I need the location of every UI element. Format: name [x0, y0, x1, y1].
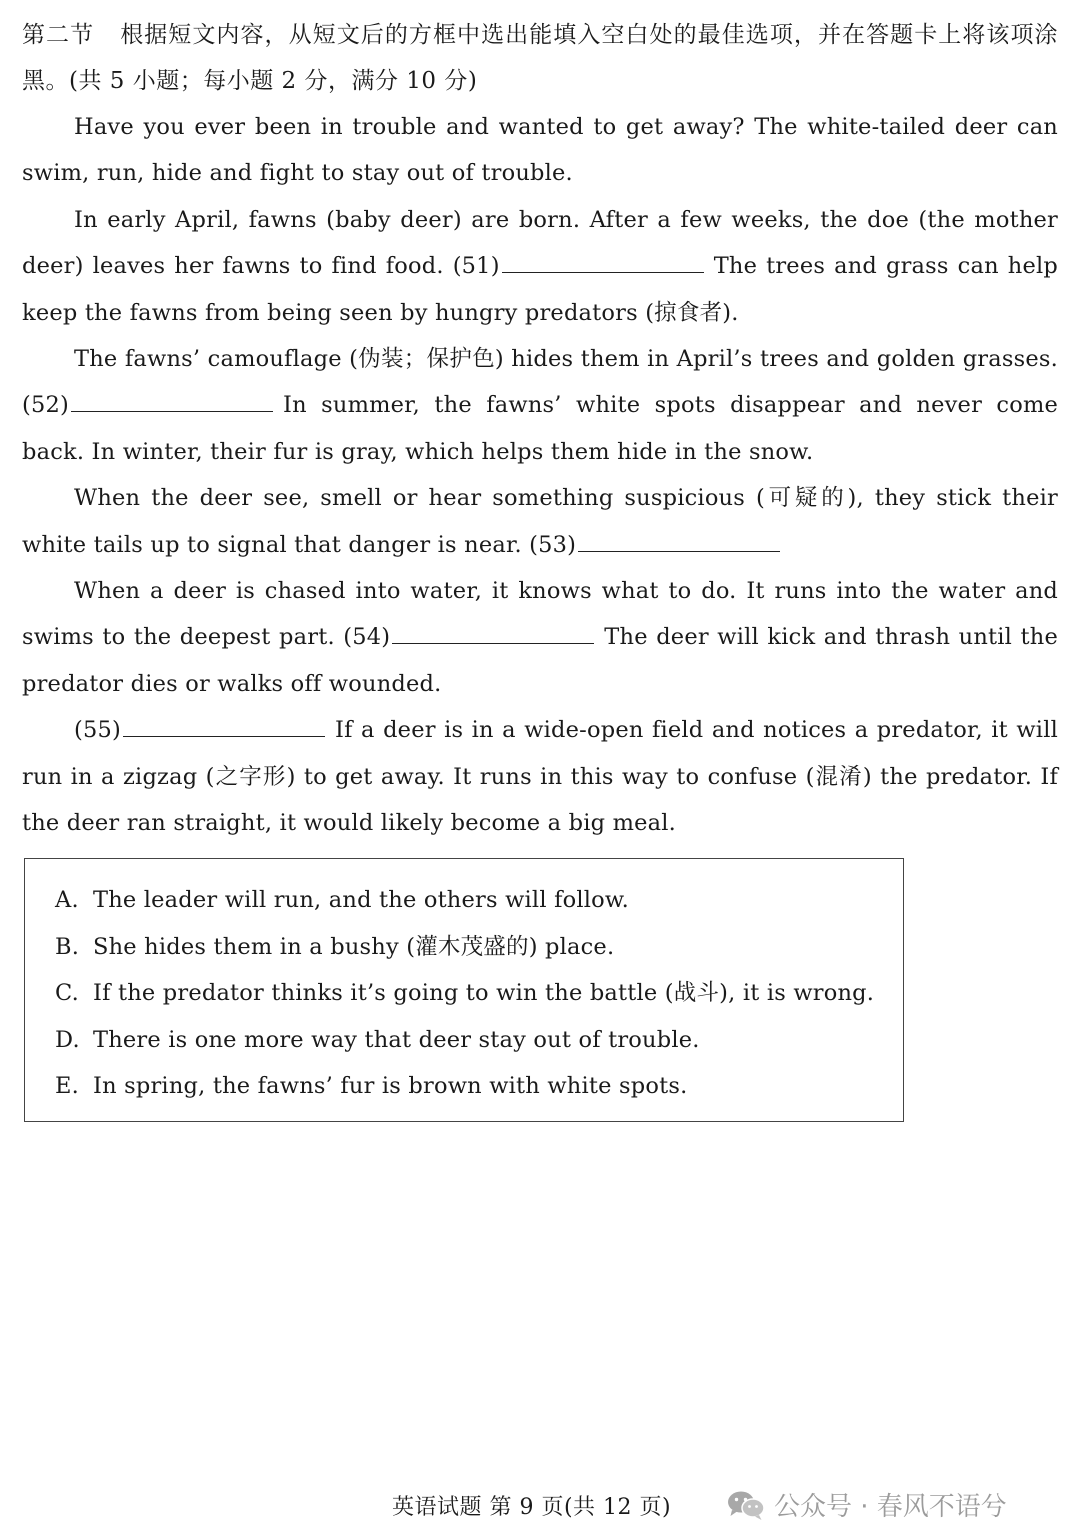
paragraph-text: In early April, fawns (baby deer) are born. After a few weeks, the doe (the mother deer) leaves her fawns to find food. (51) — [22, 206, 1058, 280]
option-letter: C. — [55, 980, 79, 1006]
passage-paragraph-4 — [22, 475, 1058, 568]
paragraph-text: The fawns’ camouflage (伪装；保护色) hides them in April’s trees and golden grasses. (52) — [22, 346, 1058, 419]
paragraph-text: In summer, the fawns’ white spots disappear and never come back. In winter, their fur is gray, which helps them hide in the snow. — [22, 392, 1058, 465]
option-letter: D. — [55, 1026, 80, 1053]
paragraph-text: If a deer is in a wide-open field and notices a predator, it will run in a zigzag (之字形) to get away. It runs in this way to confuse (混淆) the predator. If the deer ran straight, it would likely become a big meal. — [22, 717, 1058, 837]
wechat-icon — [726, 1489, 766, 1521]
paragraph-text: When a deer is chased into water, it knows what to do. It runs into the water and swims to the deepest part. (54) — [22, 578, 1058, 651]
watermark — [726, 1486, 1007, 1523]
passage-paragraph-3 — [22, 336, 1058, 475]
passage-paragraph-5 — [22, 568, 1058, 707]
option-letter: B. — [55, 933, 80, 960]
option-letter: E. — [55, 1073, 79, 1099]
option-a — [55, 877, 903, 924]
options-box — [24, 858, 904, 1122]
section-instruction — [22, 12, 1058, 104]
answer-blank-55 — [123, 714, 325, 737]
option-text: If the predator thinks it’s going to win the battle (战斗), it is wrong. — [93, 980, 875, 1006]
page-number: 英语试题 第 9 页(共 12 页) — [392, 1495, 672, 1520]
paragraph-text: The trees and grass can help keep the fawns from being seen by hungry predators (掠食者). — [22, 253, 1058, 326]
option-text: The leader will run, and the others will follow. — [93, 887, 630, 913]
option-d — [55, 1017, 903, 1064]
page-footer — [0, 1484, 1080, 1528]
option-text: In spring, the fawns’ fur is brown with white spots. — [93, 1073, 688, 1099]
exam-page — [22, 12, 1058, 847]
option-b — [55, 924, 903, 971]
answer-blank-51 — [502, 250, 704, 273]
option-letter: A. — [55, 887, 79, 913]
option-text: She hides them in a bushy (灌木茂盛的) place. — [93, 933, 615, 960]
paragraph-text: Have you ever been in trouble and wanted to get away? The white-tailed deer can swim, run, hide and fight to stay out of trouble. — [22, 114, 1058, 187]
passage-paragraph-2 — [22, 197, 1058, 336]
answer-blank-52 — [71, 389, 273, 412]
paragraph-text: When the deer see, smell or hear something suspicious (可疑的), they stick their white tails up to signal that danger is near. (53) — [22, 485, 1058, 558]
answer-blank-54 — [392, 621, 594, 644]
paragraph-text: (55) — [74, 717, 121, 744]
watermark-text: 公众号 · 春风不语兮 — [774, 1492, 1007, 1522]
passage-paragraph-1 — [22, 104, 1058, 197]
passage-paragraph-6 — [22, 707, 1058, 846]
section-number: 第二节 — [22, 22, 95, 48]
option-c — [55, 970, 903, 1017]
answer-blank-53 — [578, 529, 780, 552]
option-text: There is one more way that deer stay out of trouble. — [93, 1026, 700, 1053]
option-e — [55, 1063, 903, 1110]
instruction-text: 根据短文内容，从短文后的方框中选出能填入空白处的最佳选项，并在答题卡上将该项涂黑。(共 5 小题；每小题 2 分，满分 10 分) — [22, 22, 1059, 94]
paragraph-text: The deer will kick and thrash until the predator dies or walks off wounded. — [22, 624, 1058, 697]
